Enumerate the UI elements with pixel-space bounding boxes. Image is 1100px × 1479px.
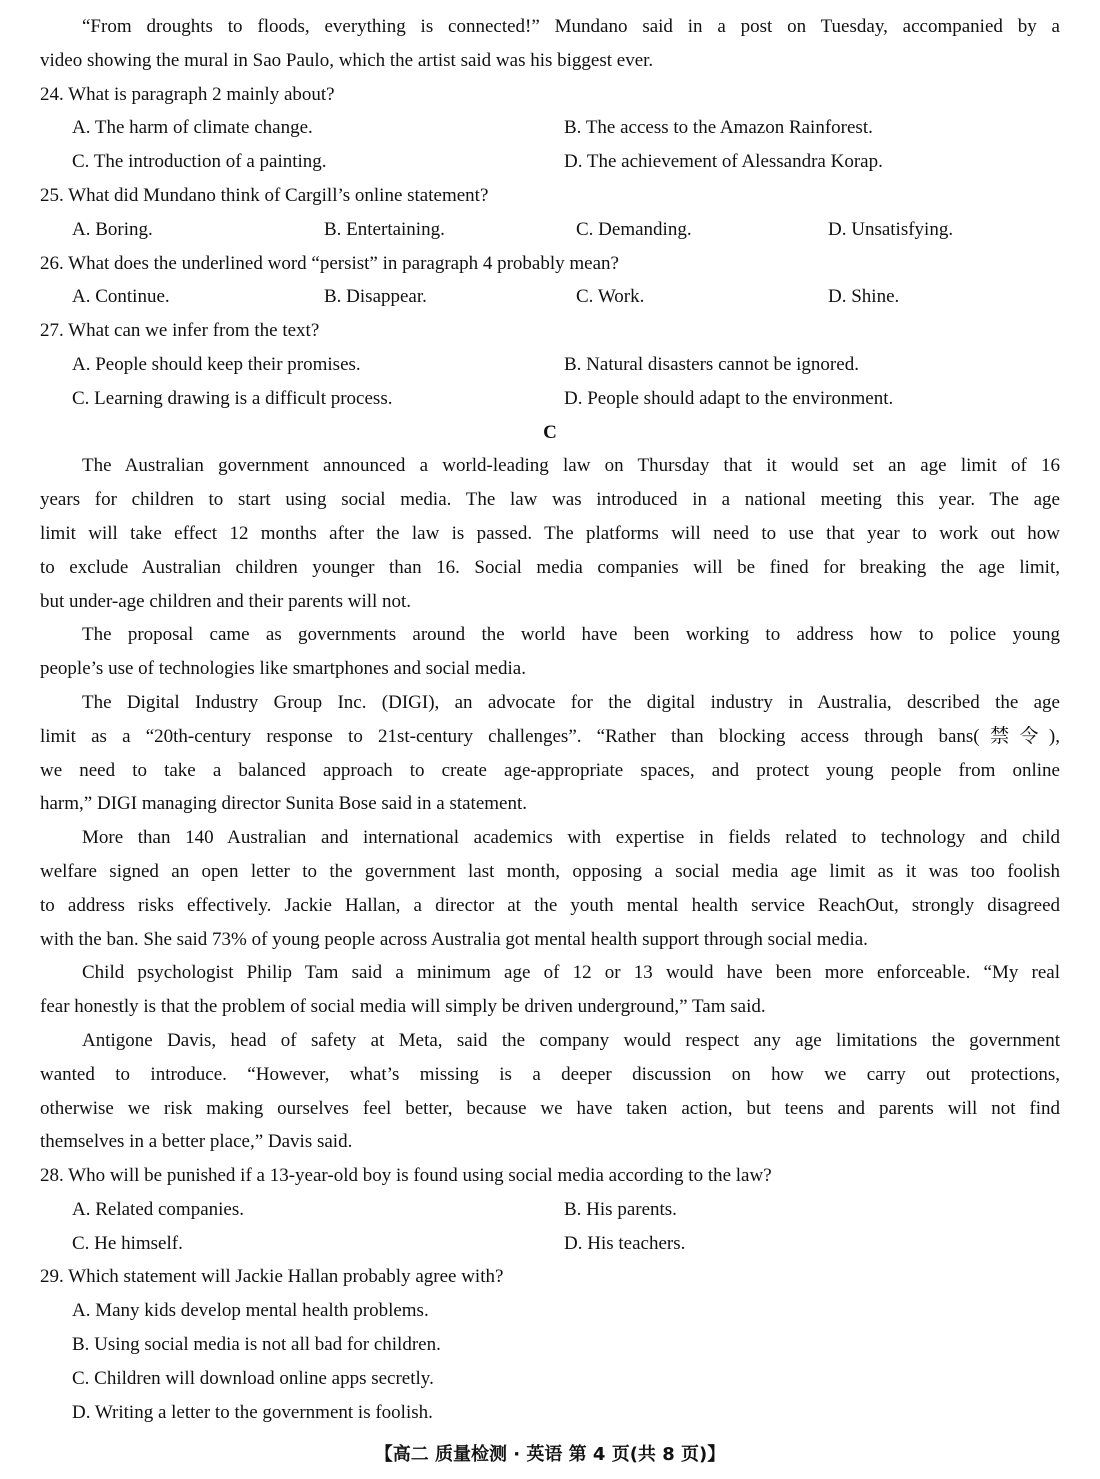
passage-c-line: but under-age children and their parents will not. bbox=[40, 590, 412, 612]
passage-c-line: wanted to introduce. “However, what’s missing is a deeper discussion on how we carry out protections, bbox=[40, 1063, 1060, 1085]
option-d: D. The achievement of Alessandra Korap. bbox=[564, 151, 883, 173]
option-a: A. Many kids develop mental health problems. bbox=[72, 1300, 429, 1322]
question-26-stem: 26. What does the underlined word “persist” in paragraph 4 probably mean? bbox=[40, 252, 619, 274]
question-27-options bbox=[40, 348, 1060, 382]
passage-c-line: harm,” DIGI managing director Sunita Bose said in a statement. bbox=[40, 793, 528, 815]
passage-c-line: limit as a “20th-century response to 21st-century challenges”. “Rather than blocking access through bans(禁令), bbox=[40, 725, 1060, 747]
option-b: B. Disappear. bbox=[324, 286, 427, 308]
passage-c-line: with the ban. She said 73% of young people across Australia got mental health support through social media. bbox=[40, 928, 868, 950]
option-b: B. Using social media is not all bad for children. bbox=[72, 1334, 441, 1356]
question-26-options bbox=[40, 280, 1060, 314]
passage-c-line: welfare signed an open letter to the government last month, opposing a social media age limit as it was too foolish bbox=[40, 860, 1060, 882]
passage-c-line: The proposal came as governments around the world have been working to address how to police young bbox=[82, 624, 1060, 646]
passage-c-line: More than 140 Australian and international academics with expertise in fields related to technology and child bbox=[82, 827, 1060, 849]
option-b: B. Entertaining. bbox=[324, 218, 445, 240]
option-b: B. Natural disasters cannot be ignored. bbox=[564, 353, 859, 375]
option-b: B. His parents. bbox=[564, 1198, 677, 1220]
section-c-heading: C bbox=[543, 421, 557, 443]
passage-c-paragraph bbox=[40, 1024, 1060, 1159]
passage-c-line: The Australian government announced a world-leading law on Thursday that it would set an age limit of 16 bbox=[82, 455, 1060, 477]
option-c: C. Work. bbox=[576, 286, 645, 308]
option-a: A. Related companies. bbox=[72, 1198, 245, 1220]
option-c: C. Children will download online apps secretly. bbox=[72, 1367, 434, 1389]
question-29-stem: 29. Which statement will Jackie Hallan probably agree with? bbox=[40, 1266, 504, 1288]
option-c: C. Learning drawing is a difficult process. bbox=[72, 387, 393, 409]
option-a: A. Continue. bbox=[72, 286, 170, 308]
option-a: A. The harm of climate change. bbox=[72, 117, 313, 139]
question-28-options bbox=[40, 1193, 1060, 1227]
passage-c-paragraph bbox=[40, 449, 1060, 618]
passage-c-paragraph bbox=[40, 618, 1060, 686]
question-25-options bbox=[40, 213, 1060, 247]
passage-c-line: fear honestly is that the problem of social media will simply be driven underground,” Tam said. bbox=[40, 996, 766, 1018]
page-footer: 【高二 质量检测 · 英语 第 4 页(共 8 页)】 bbox=[374, 1444, 726, 1465]
passage-c-line: Child psychologist Philip Tam said a minimum age of 12 or 13 would have been more enforceable. “My real bbox=[82, 962, 1060, 984]
passage-c-line: years for children to start using social media. The law was introduced in a national meeting this year. The age bbox=[40, 489, 1060, 511]
passage-c-line: we need to take a balanced approach to create age-appropriate spaces, and protect young people from online bbox=[40, 759, 1060, 781]
passage-c-line: themselves in a better place,” Davis said. bbox=[40, 1131, 353, 1153]
question-27-options bbox=[40, 382, 1060, 416]
passage-c-line: limit will take effect 12 months after the law is passed. The platforms will need to use that year to work out how bbox=[40, 522, 1060, 544]
option-c: C. Demanding. bbox=[576, 218, 692, 240]
question-24-options bbox=[40, 111, 1060, 145]
option-d: D. People should adapt to the environment. bbox=[564, 387, 894, 409]
passage-b-line: “From droughts to floods, everything is connected!” Mundano said in a post on Tuesday, accompanied by a bbox=[82, 16, 1060, 37]
passage-c-line: The Digital Industry Group Inc. (DIGI), an advocate for the digital industry in Australia, described the age bbox=[82, 691, 1060, 713]
option-d: D. Unsatisfying. bbox=[828, 218, 954, 240]
passage-b-line: video showing the mural in Sao Paulo, which the artist said was his biggest ever. bbox=[40, 49, 654, 71]
question-28-options bbox=[40, 1227, 1060, 1261]
question-24-stem: 24. What is paragraph 2 mainly about? bbox=[40, 83, 335, 105]
option-d: D. Writing a letter to the government is foolish. bbox=[72, 1401, 433, 1423]
passage-c-paragraph bbox=[40, 956, 1060, 1024]
option-a: A. People should keep their promises. bbox=[72, 353, 361, 375]
passage-c-line: otherwise we risk making ourselves feel better, because we have taken action, but teens and parents will not find bbox=[40, 1097, 1060, 1119]
exam-page bbox=[40, 10, 1060, 1429]
passage-c-line: to address risks effectively. Jackie Hallan, a director at the youth mental health service ReachOut, strongly disagreed bbox=[40, 894, 1060, 916]
passage-c-line: people’s use of technologies like smartphones and social media. bbox=[40, 658, 526, 680]
option-d: D. Shine. bbox=[828, 286, 900, 308]
question-24-options bbox=[40, 145, 1060, 179]
question-28-stem: 28. Who will be punished if a 13-year-old boy is found using social media according to the law? bbox=[40, 1165, 772, 1187]
option-b: B. The access to the Amazon Rainforest. bbox=[564, 117, 873, 139]
option-a: A. Boring. bbox=[72, 218, 153, 240]
passage-c-paragraph bbox=[40, 686, 1060, 821]
option-c: C. The introduction of a painting. bbox=[72, 151, 327, 173]
passage-c-paragraph bbox=[40, 821, 1060, 956]
passage-c-line: to exclude Australian children younger than 16. Social media companies will be fined for breaking the age limit, bbox=[40, 556, 1060, 578]
passage-c-line: Antigone Davis, head of safety at Meta, said the company would respect any age limitations the government bbox=[82, 1029, 1060, 1051]
question-27-stem: 27. What can we infer from the text? bbox=[40, 320, 320, 342]
option-c: C. He himself. bbox=[72, 1232, 183, 1254]
question-25-stem: 25. What did Mundano think of Cargill’s online statement? bbox=[40, 184, 489, 206]
option-d: D. His teachers. bbox=[564, 1232, 686, 1254]
